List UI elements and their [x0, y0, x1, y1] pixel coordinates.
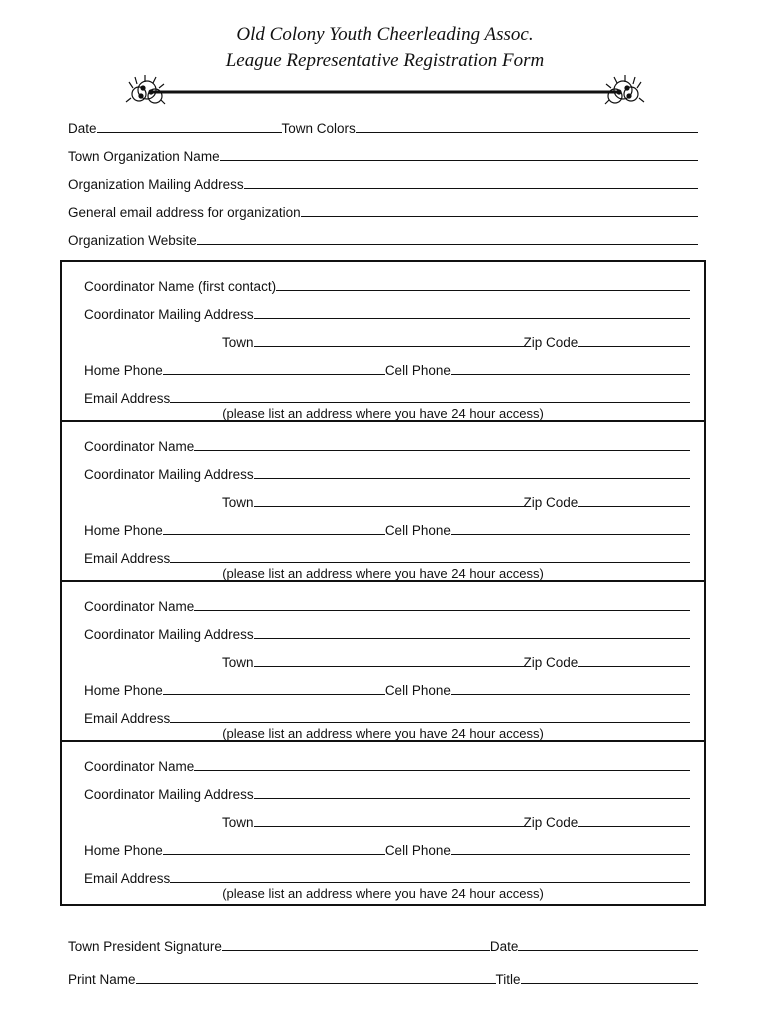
coordinator-name-field[interactable] — [194, 450, 690, 451]
coordinator-mailing-label: Coordinator Mailing Address — [84, 627, 254, 642]
form-title-line-2: League Representative Registration Form — [225, 50, 545, 71]
president-signature-row — [68, 934, 698, 954]
email-field[interactable] — [170, 562, 690, 563]
home-phone-label: Home Phone — [84, 683, 163, 698]
coordinator-mailing-label: Coordinator Mailing Address — [84, 787, 254, 802]
home-phone-field[interactable] — [163, 374, 385, 375]
date-town-colors-row — [68, 116, 698, 136]
town-org-name-label: Town Organization Name — [68, 149, 220, 164]
coordinator-name-row — [84, 754, 690, 774]
coordinator-mailing-field[interactable] — [254, 798, 690, 799]
coordinator-mailing-row — [84, 302, 690, 322]
print-name-field[interactable] — [136, 983, 496, 984]
zip-label: Zip Code — [523, 335, 579, 350]
coordinator-name-field[interactable] — [194, 610, 690, 611]
town-field[interactable] — [254, 826, 524, 827]
access-note: (please list an address where you have 24 hour access) — [222, 886, 544, 901]
coordinator-name-label: Coordinator Name — [84, 439, 195, 454]
right-pom-pom-icon — [605, 75, 644, 104]
general-email-row — [68, 200, 698, 220]
zip-label: Zip Code — [523, 655, 579, 670]
phone-row — [84, 678, 690, 698]
cell-phone-label: Cell Phone — [384, 523, 451, 538]
title-field[interactable] — [521, 983, 698, 984]
coordinator-box-3 — [60, 580, 706, 742]
access-note: (please list an address where you have 24 hour access) — [222, 566, 544, 581]
cell-phone-label: Cell Phone — [384, 683, 451, 698]
email-label: Email Address — [84, 871, 171, 886]
zip-field[interactable] — [578, 506, 690, 507]
date-label: Date — [68, 121, 97, 136]
town-label: Town — [222, 495, 254, 510]
zip-label: Zip Code — [523, 495, 579, 510]
org-mailing-address-label: Organization Mailing Address — [68, 177, 244, 192]
zip-field[interactable] — [578, 346, 690, 347]
phone-row — [84, 838, 690, 858]
org-website-row — [68, 228, 698, 248]
email-row — [84, 546, 690, 566]
coordinator-mailing-label: Coordinator Mailing Address — [84, 467, 254, 482]
general-email-label: General email address for organization — [68, 205, 301, 220]
access-note: (please list an address where you have 24 hour access) — [222, 726, 544, 741]
org-website-label: Organization Website — [68, 233, 197, 248]
home-phone-field[interactable] — [163, 854, 385, 855]
coordinator-mailing-row — [84, 462, 690, 482]
cell-phone-label: Cell Phone — [384, 363, 451, 378]
town-label: Town — [222, 335, 254, 350]
pom-pom-divider-ornament — [125, 74, 645, 108]
form-title-line-1: Old Colony Youth Cheerleading Assoc. — [236, 24, 534, 45]
email-field[interactable] — [170, 402, 690, 403]
phone-row — [84, 518, 690, 538]
coordinator-box-2 — [60, 420, 706, 582]
org-mailing-address-field[interactable] — [244, 188, 698, 189]
town-zip-row — [222, 810, 690, 830]
coordinator-mailing-field[interactable] — [254, 638, 690, 639]
general-email-field[interactable] — [301, 216, 698, 217]
coordinator-name-row — [84, 594, 690, 614]
zip-field[interactable] — [578, 666, 690, 667]
president-signature-label: Town President Signature — [68, 939, 222, 954]
email-field[interactable] — [170, 722, 690, 723]
cell-phone-field[interactable] — [451, 374, 690, 375]
email-field[interactable] — [170, 882, 690, 883]
coordinator-name-label: Coordinator Name — [84, 759, 195, 774]
home-phone-label: Home Phone — [84, 523, 163, 538]
home-phone-field[interactable] — [163, 534, 385, 535]
town-label: Town — [222, 655, 254, 670]
date-field[interactable] — [97, 132, 282, 133]
email-label: Email Address — [84, 391, 171, 406]
coordinator-mailing-row — [84, 782, 690, 802]
email-label: Email Address — [84, 551, 171, 566]
coordinator-name-label: Coordinator Name (first contact) — [84, 279, 277, 294]
cell-phone-field[interactable] — [451, 854, 690, 855]
town-org-name-field[interactable] — [220, 160, 698, 161]
coordinator-name-row — [84, 274, 690, 294]
town-colors-field[interactable] — [356, 132, 698, 133]
email-row — [84, 706, 690, 726]
coordinator-mailing-field[interactable] — [254, 478, 690, 479]
town-colors-label: Town Colors — [281, 121, 356, 136]
org-mailing-address-row — [68, 172, 698, 192]
print-name-label: Print Name — [68, 972, 136, 987]
coordinator-name-field[interactable] — [276, 290, 690, 291]
coordinator-mailing-field[interactable] — [254, 318, 690, 319]
access-note: (please list an address where you have 24 hour access) — [222, 406, 544, 421]
signature-date-label: Date — [489, 939, 519, 954]
town-zip-row — [222, 650, 690, 670]
signature-date-field[interactable] — [518, 950, 698, 951]
print-name-row — [68, 967, 698, 987]
coordinator-box-1 — [60, 260, 706, 422]
coordinator-mailing-label: Coordinator Mailing Address — [84, 307, 254, 322]
town-label: Town — [222, 815, 254, 830]
title-label: Title — [495, 972, 521, 987]
cell-phone-field[interactable] — [451, 694, 690, 695]
town-field[interactable] — [254, 666, 524, 667]
town-zip-row — [222, 330, 690, 350]
cell-phone-label: Cell Phone — [384, 843, 451, 858]
email-label: Email Address — [84, 711, 171, 726]
left-pom-pom-icon — [126, 75, 165, 104]
org-website-field[interactable] — [197, 244, 698, 245]
cell-phone-field[interactable] — [451, 534, 690, 535]
coordinator-box-4 — [60, 740, 706, 906]
coordinator-name-field[interactable] — [194, 770, 690, 771]
coordinator-name-row — [84, 434, 690, 454]
zip-label: Zip Code — [523, 815, 579, 830]
coordinator-mailing-row — [84, 622, 690, 642]
town-zip-row — [222, 490, 690, 510]
email-row — [84, 386, 690, 406]
town-field[interactable] — [254, 506, 524, 507]
home-phone-field[interactable] — [163, 694, 385, 695]
coordinator-name-label: Coordinator Name — [84, 599, 195, 614]
email-row — [84, 866, 690, 886]
town-org-name-row — [68, 144, 698, 164]
home-phone-label: Home Phone — [84, 363, 163, 378]
president-signature-field[interactable] — [222, 950, 490, 951]
town-field[interactable] — [254, 346, 524, 347]
home-phone-label: Home Phone — [84, 843, 163, 858]
zip-field[interactable] — [578, 826, 690, 827]
phone-row — [84, 358, 690, 378]
